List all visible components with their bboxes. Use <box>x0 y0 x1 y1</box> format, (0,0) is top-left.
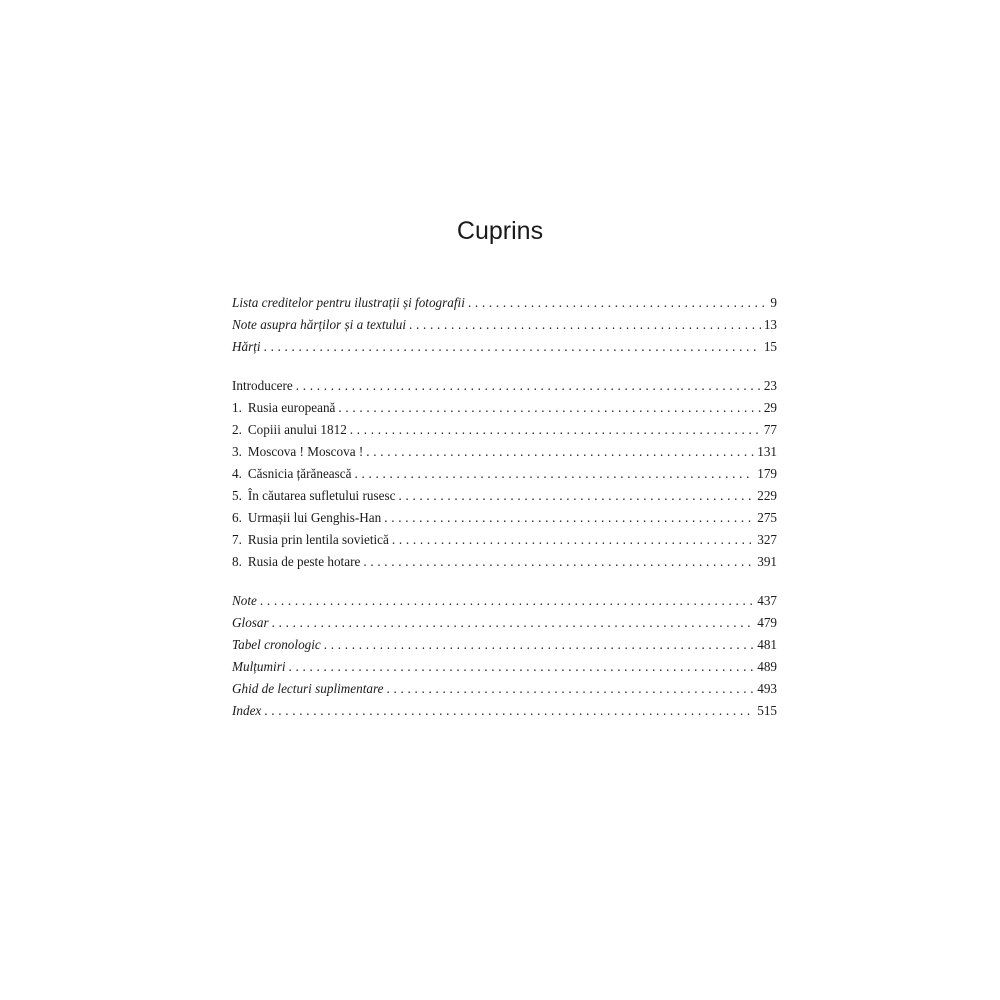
toc-entry-label: Ghid de lecturi suplimentare <box>232 681 384 696</box>
toc-entry-label: Note <box>232 593 257 608</box>
toc-entry-label: Lista creditelor pentru ilustrații și fotografii <box>232 295 465 310</box>
dot-leader <box>288 656 754 678</box>
toc-entry <box>232 529 777 551</box>
chapters-group <box>232 375 777 573</box>
toc-entry-page: 391 <box>757 554 777 569</box>
toc-entry-page: 9 <box>770 295 777 310</box>
front-matter-group <box>232 292 777 358</box>
toc-entry-page: 13 <box>763 317 777 332</box>
toc-entry-page: 15 <box>763 339 777 354</box>
dot-leader <box>338 397 760 419</box>
dot-leader <box>363 551 754 573</box>
toc-entry-label: Introducere <box>232 378 293 393</box>
toc-entry <box>232 336 777 358</box>
dot-leader <box>350 419 761 441</box>
toc-entry-page: 515 <box>757 703 777 718</box>
chapter-number: 3. <box>232 444 242 459</box>
toc-entry-page: 23 <box>763 378 777 393</box>
toc-entry-label: Glosar <box>232 615 269 630</box>
dot-leader <box>398 485 754 507</box>
toc-entry-page: 29 <box>763 400 777 415</box>
toc-entry <box>232 678 777 700</box>
chapter-number: 7. <box>232 532 242 547</box>
chapter-number: 5. <box>232 488 242 503</box>
dot-leader <box>324 634 754 656</box>
toc-entry-page: 481 <box>757 637 777 652</box>
toc-entry <box>232 485 777 507</box>
toc-entry <box>232 590 777 612</box>
toc-entry <box>232 700 777 722</box>
page-title: Cuprins <box>456 217 544 245</box>
toc-entry-label: Rusia europeană <box>247 400 336 415</box>
dot-leader <box>355 463 755 485</box>
toc-entry <box>232 292 777 314</box>
chapter-number: 1. <box>232 400 242 415</box>
toc-entry-label: Copiii anului 1812 <box>247 422 347 437</box>
dot-leader <box>260 590 754 612</box>
toc-entry-label: Mulțumiri <box>232 659 286 674</box>
toc-entry <box>232 375 777 397</box>
chapter-number: 4. <box>232 466 242 481</box>
toc-entry-label: Căsnicia țărănească <box>247 466 352 481</box>
toc-entry-page: 493 <box>757 681 777 696</box>
dot-leader <box>366 441 754 463</box>
toc-entry-page: 479 <box>757 615 777 630</box>
toc-entry-page: 229 <box>757 488 777 503</box>
toc-entry-label: Note asupra hărților și a textului <box>232 317 407 332</box>
toc-entry-page: 131 <box>757 444 777 459</box>
dot-leader <box>264 700 754 722</box>
toc-entry <box>232 656 777 678</box>
toc-entry-label: Hărți <box>232 339 261 354</box>
toc-entry-label: Tabel cronologic <box>232 637 321 652</box>
dot-leader <box>264 336 761 358</box>
dot-leader <box>468 292 768 314</box>
dot-leader <box>296 375 761 397</box>
toc-entry <box>232 419 777 441</box>
chapter-number: 6. <box>232 510 242 525</box>
table-of-contents <box>232 292 777 722</box>
dot-leader <box>387 678 755 700</box>
toc-entry-label: În căutarea sufletului rusesc <box>247 488 396 503</box>
back-matter-group <box>232 590 777 722</box>
toc-entry <box>232 634 777 656</box>
toc-entry <box>232 507 777 529</box>
toc-entry-label: Index <box>232 703 262 718</box>
toc-entry <box>232 441 777 463</box>
toc-entry-page: 275 <box>757 510 777 525</box>
dot-leader <box>409 314 761 336</box>
chapter-number: 2. <box>232 422 242 437</box>
dot-leader <box>384 507 754 529</box>
dot-leader <box>272 612 755 634</box>
toc-entry-page: 179 <box>757 466 777 481</box>
toc-entry-page: 77 <box>763 422 777 437</box>
toc-entry <box>232 612 777 634</box>
toc-entry-label: Moscova ! Moscova ! <box>247 444 364 459</box>
toc-entry-label: Rusia de peste hotare <box>247 554 361 569</box>
toc-entry <box>232 551 777 573</box>
dot-leader <box>392 529 754 551</box>
toc-entry <box>232 397 777 419</box>
toc-entry-page: 489 <box>757 659 777 674</box>
toc-entry-page: 437 <box>757 593 777 608</box>
toc-entry-page: 327 <box>757 532 777 547</box>
chapter-number: 8. <box>232 554 242 569</box>
toc-entry <box>232 463 777 485</box>
toc-entry-label: Rusia prin lentila sovietică <box>247 532 389 547</box>
toc-entry-label: Urmașii lui Genghis-Han <box>247 510 382 525</box>
toc-entry <box>232 314 777 336</box>
